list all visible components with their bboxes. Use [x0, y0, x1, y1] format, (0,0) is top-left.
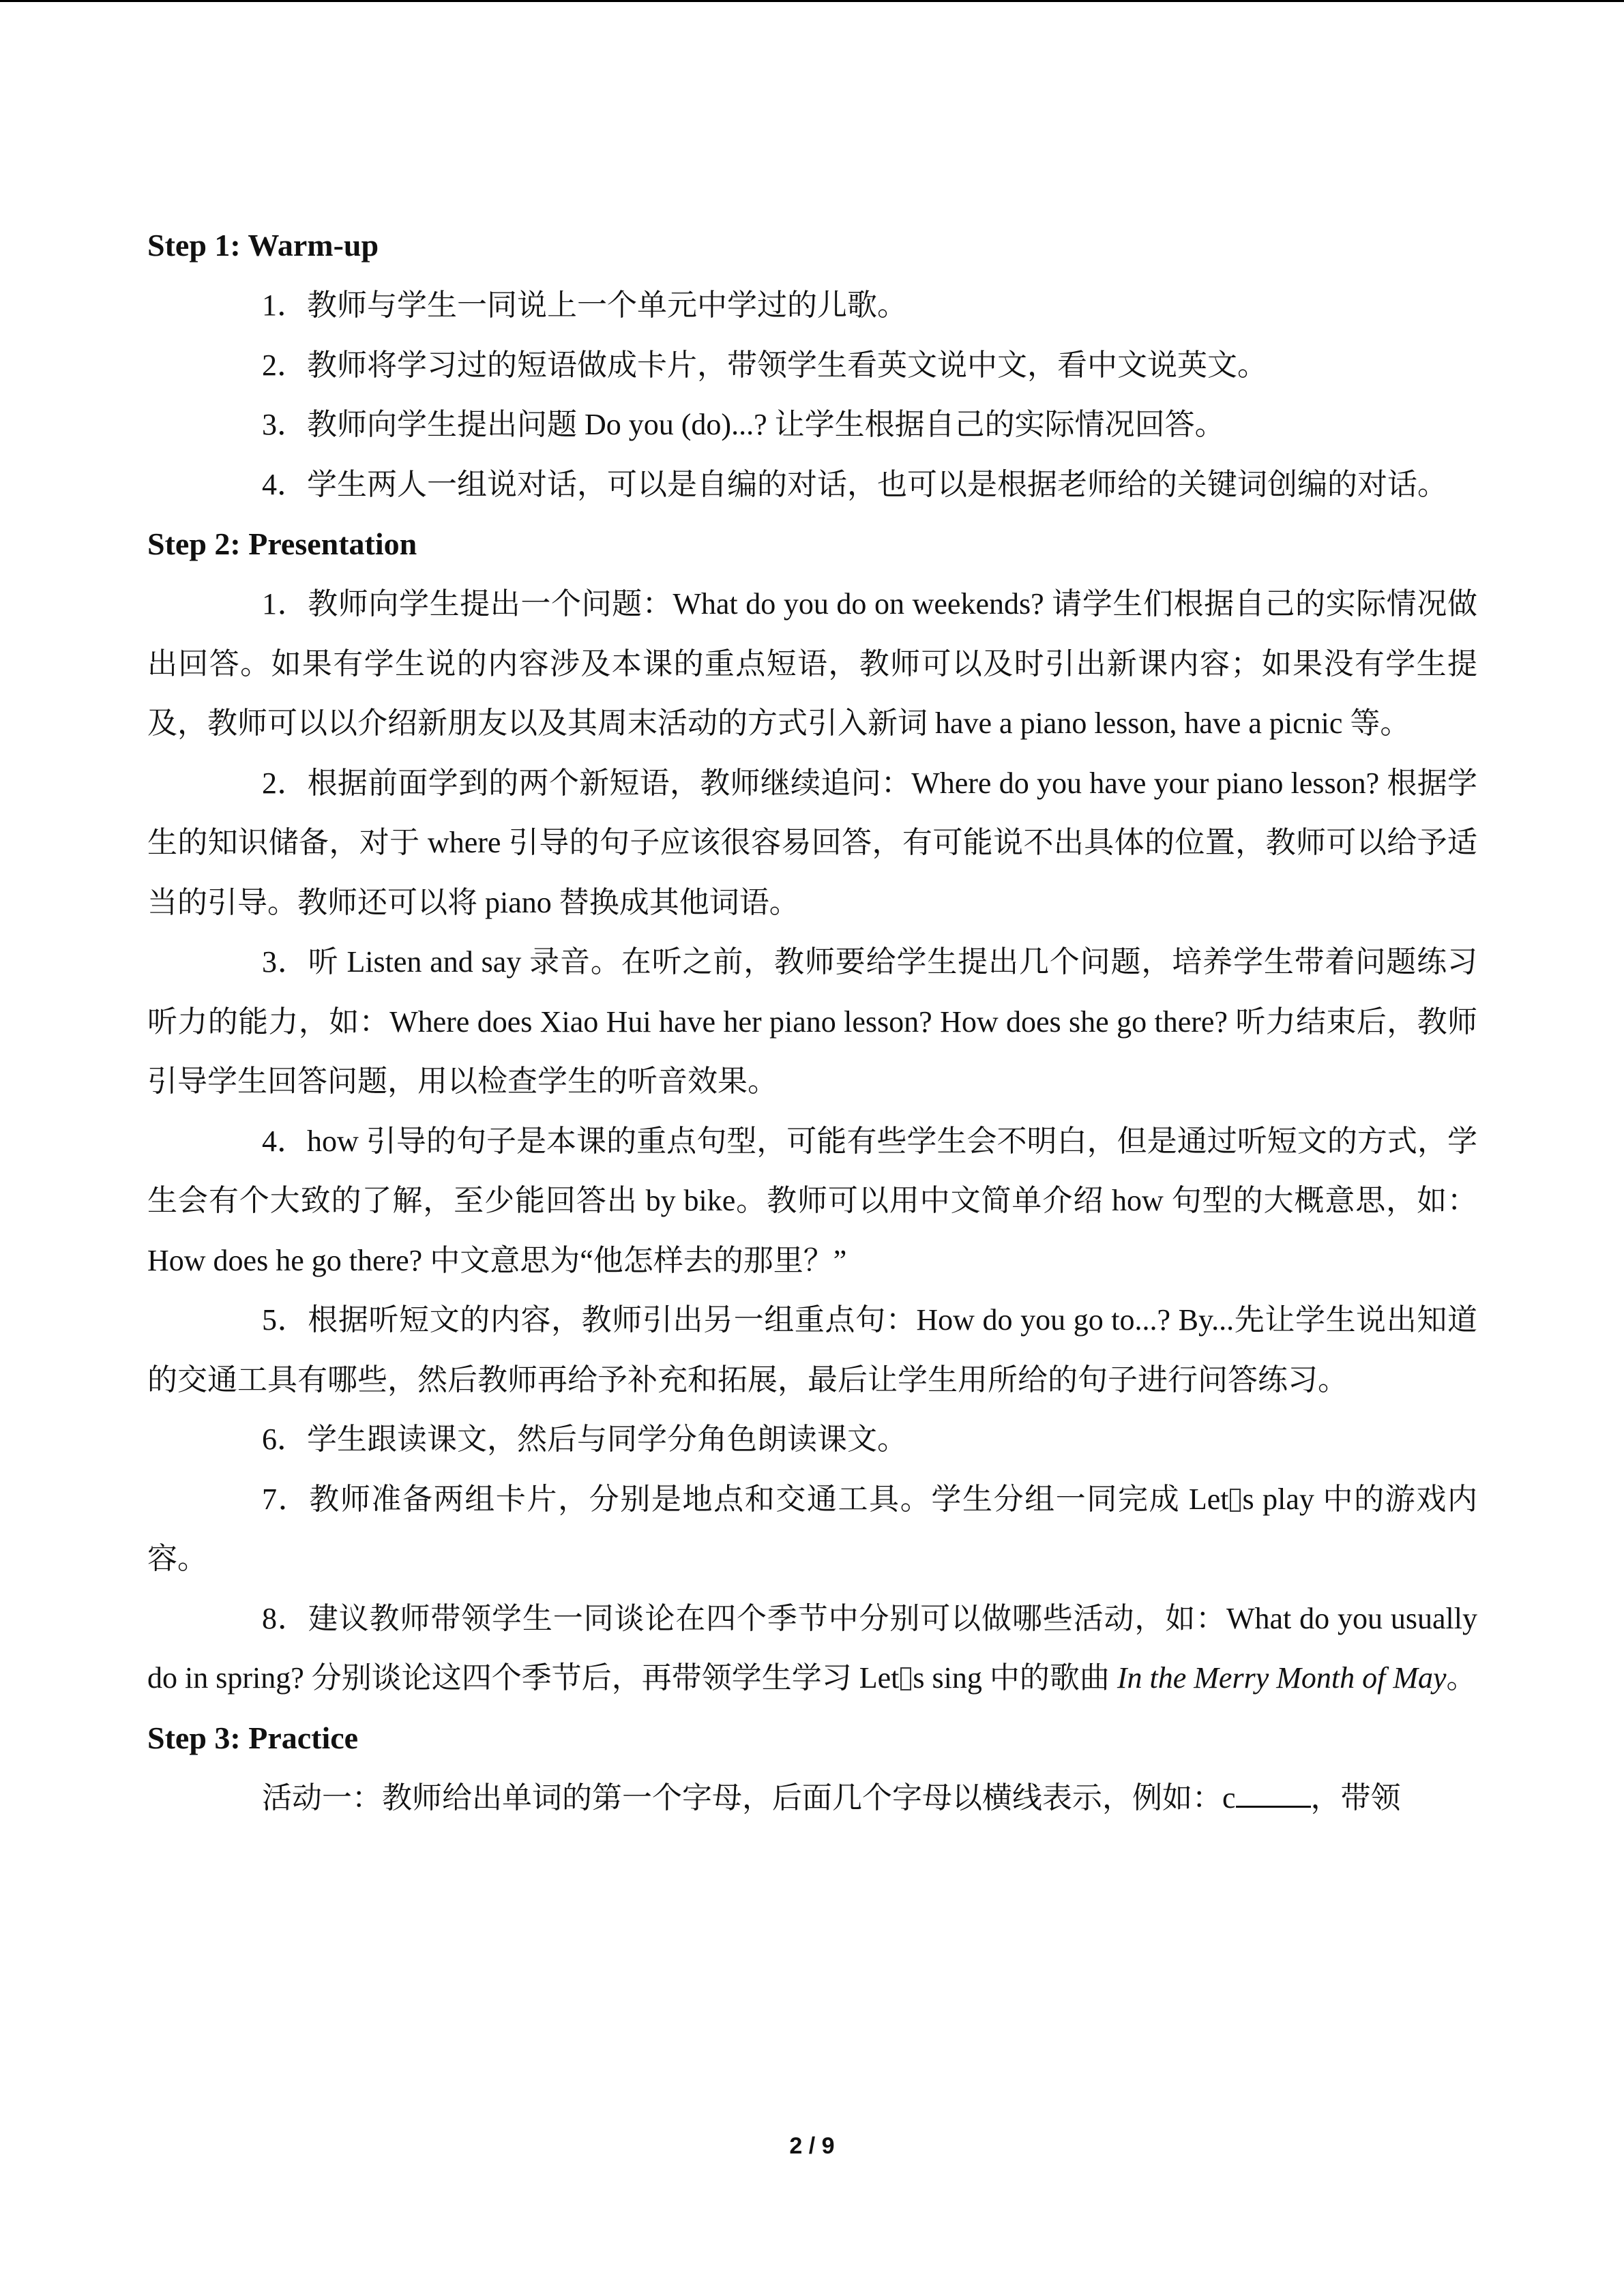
- step2-item-6: 6．学生跟读课文，然后与同学分角色朗读课文。: [262, 1422, 907, 1456]
- step1-heading: Step 1: Warm-up: [147, 228, 379, 263]
- step2-item-4: 4．how 引导的句子是本课的重点句型，可能有些学生会不明白，但是通过听短文的方式，学生会有个大致的了解，至少能回答出 by bike。教师可以用中文简单介绍 how 句型的大概意思，如：How does he go there? 中文意思为“他怎样去的那里？”: [147, 1124, 1477, 1277]
- step3-heading: Step 3: Practice: [147, 1720, 359, 1755]
- step2-item-1: 1．教师向学生提出一个问题：What do you do on weekends? 请学生们根据自己的实际情况做出回答。如果有学生说的内容涉及本课的重点短语，教师可以及时引出新课内容；如果没有学生提及，教师可以以介绍新朋友以及其周末活动的方式引入新词 have a piano lesson, have a picnic 等。: [147, 587, 1477, 740]
- top-border: [0, 0, 1624, 2]
- step2-item-8: [147, 1589, 1477, 1708]
- step2-item-3: 3．听 Listen and say 录音。在听之前，教师要给学生提出几个问题，培养学生带着问题练习听力的能力，如：Where does Xiao Hui have her piano lesson? How does she go there? 听力结束后，教师引导学生回答问题，用以检查学生的听音效果。: [147, 945, 1477, 1098]
- step1-item-2: 2．教师将学习过的短语做成卡片，带领学生看英文说中文，看中文说英文。: [262, 348, 1267, 382]
- step3-activity-1-end: ，带领: [1310, 1780, 1401, 1815]
- step2-item-8-start: 8．建议教师带领学生一同谈论在四个季节中分别可以做哪些活动，如：What do you usually do in spring? 分别谈论这四个季节后，再带领学生学习 Let: [147, 1601, 1477, 1695]
- page-number: 2 / 9: [789, 2133, 835, 2159]
- step2-heading: Step 2: Presentation: [147, 526, 417, 561]
- step1-item-1: 1．教师与学生一同说上一个单元中学过的儿歌。: [262, 288, 907, 322]
- blank-line: [1236, 1781, 1311, 1808]
- step3-activity-1: [147, 1768, 1477, 1828]
- step2-item-8-mid: s sing 中的歌曲: [913, 1661, 1117, 1695]
- step2-item-8-end: 。: [1446, 1661, 1477, 1695]
- step2-item-7-start: 7．教师准备两组卡片，分别是地点和交通工具。学生分组一同完成 Let: [262, 1482, 1229, 1516]
- step2-item-7-end: s play 中的游戏内容。: [147, 1482, 1477, 1575]
- song-title: In the Merry Month of May: [1117, 1661, 1447, 1695]
- step1-item-4: 4．学生两人一组说对话，可以是自编的对话，也可以是根据老师给的关键词创编的对话。: [262, 467, 1447, 501]
- step2-item-7: [147, 1470, 1477, 1589]
- missing-glyph-icon: [900, 1667, 911, 1690]
- missing-glyph-icon: [1230, 1489, 1241, 1512]
- step3-activity-1-start: 活动一：教师给出单词的第一个字母，后面几个字母以横线表示，例如：c: [262, 1780, 1236, 1815]
- step2-item-2: 2．根据前面学到的两个新短语，教师继续追问：Where do you have your piano lesson? 根据学生的知识储备，对于 where 引导的句子应该很容易回答，有可能说不出具体的位置，教师可以给予适当的引导。教师还可以将 piano 替换成其他词语。: [147, 766, 1477, 919]
- step2-item-5: 5．根据听短文的内容，教师引出另一组重点句：How do you go to...? By...先让学生说出知道的交通工具有哪些，然后教师再给予补充和拓展，最后让学生用所给的句子进行问答练习。: [147, 1303, 1477, 1397]
- page-content: [147, 215, 1477, 1828]
- step1-item-3: 3．教师向学生提出问题 Do you (do)...? 让学生根据自己的实际情况回答。: [262, 408, 1225, 441]
